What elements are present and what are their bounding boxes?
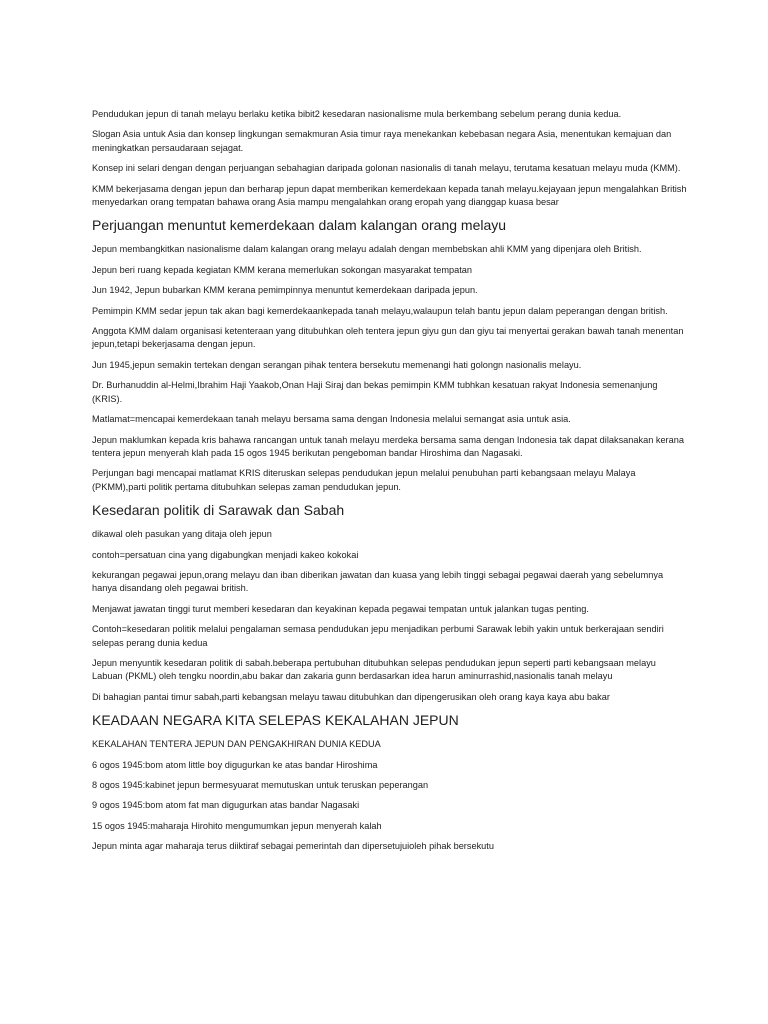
document-body <box>92 108 687 861</box>
section-heading: Kesedaran politik di Sarawak dan Sabah <box>92 502 345 519</box>
paragraph: Matlamat=mencapai kemerdekaan tanah melayu bersama sama dengan Indonesia melalui semangat asia untuk asia. <box>92 414 571 425</box>
paragraph: Jepun maklumkan kepada kris bahawa rancangan untuk tanah melayu merdeka bersama sama dengan Indonesia tak dapat dilaksanakan kerana tentera jepun menyerah klah pada 15 ogos 1945 berikutan pengeboman bandar Hiroshima dan Nagasaki. <box>92 434 684 458</box>
paragraph: Contoh=kesedaran politik melalui pengalaman semasa pendudukan jepu menjadikan perbumi Sarawak lebih yakin untuk berkerajaan sendiri selepas perang dunia kedua <box>92 624 664 648</box>
paragraph: Dr. Burhanuddin al-Helmi,Ibrahim Haji Yaakob,Onan Haji Siraj dan bekas pemimpin KMM tubhkan kesatuan rakyat Indonesia semenanjung (KRIS). <box>92 380 658 404</box>
paragraph: Di bahagian pantai timur sabah,parti kebangsan melayu tawau ditubuhkan dan dipengerusikan oleh orang kaya kaya abu bakar <box>92 691 610 702</box>
paragraph: Jepun minta agar maharaja terus diiktiraf sebagai pemerintah dan dipersetujuioleh pihak bersekutu <box>92 841 494 852</box>
paragraph: Konsep ini selari dengan dengan perjuangan sebahagian daripada golonan nasionalis di tanah melayu, terutama kesatuan melayu muda (KMM). <box>92 163 681 174</box>
paragraph: dikawal oleh pasukan yang ditaja oleh jepun <box>92 529 272 540</box>
paragraph: Jun 1942, Jepun bubarkan KMM kerana pemimpinnya menuntut kemerdekaan daripada jepun. <box>92 285 478 296</box>
paragraph: 8 ogos 1945:kabinet jepun bermesyuarat memutuskan untuk teruskan peperangan <box>92 780 429 790</box>
paragraph: Pemimpin KMM sedar jepun tak akan bagi kemerdekaankepada tanah melayu,walaupun telah bantu jepun dalam peperangan dengan british. <box>92 305 668 316</box>
paragraph: KMM bekerjasama dengan jepun dan berharap jepun dapat memberikan kemerdekaan kepada tanah melayu.kejayaan jepun mengalahkan British menyedarkan orang tempatan bahawa orang Asia mampu mengalahkan orang eropah yang dianggap kuasa besar <box>92 183 687 208</box>
paragraph: contoh=persatuan cina yang digabungkan menjadi kakeo kokokai <box>92 549 359 560</box>
paragraph: Jepun membangkitkan nasionalisme dalam kalangan orang melayu adalah dengan membebskan ahli KMM yang dipenjara oleh British. <box>92 244 642 255</box>
paragraph: Slogan Asia untuk Asia dan konsep lingkungan semakmuran Asia timur raya menekankan kebebasan negara Asia, menentukan kemajuan dan meningkatkan persaudaraan sejagat. <box>92 129 672 153</box>
paragraph: kekurangan pegawai jepun,orang melayu dan iban diberikan jawatan dan kuasa yang lebih tinggi sebagai pegawai daerah yang sebelumnya hanya disandang oleh pegawai british. <box>92 569 664 594</box>
paragraph: 9 ogos 1945:bom atom fat man digugurkan atas bandar Nagasaki <box>92 800 360 811</box>
section-heading: KEADAAN NEGARA KITA SELEPAS KEKALAHAN JEPUN <box>92 712 459 729</box>
paragraph: Anggota KMM dalam organisasi ketenteraan yang ditubuhkan oleh tentera jepun giyu gun dan giyu tai menyertai gerakan bawah tanah menentan jepun,tetapi bekerjasama dengan jepun. <box>92 326 684 350</box>
paragraph: 15 ogos 1945:maharaja Hirohito mengumumkan jepun menyerah kalah <box>92 820 382 831</box>
paragraph: 6 ogos 1945:bom atom little boy digugurkan ke atas bandar Hiroshima <box>92 759 378 770</box>
paragraph: Perjungan bagi mencapai matlamat KRIS diteruskan selepas pendudukan jepun melalui penubuhan parti kebangsaan melayu Malaya (PKMM),parti politik pertama ditubuhkan selepas zaman pendudukan jepun. <box>92 468 636 492</box>
paragraph: Jepun menyuntik kesedaran politik di sabah.beberapa pertubuhan ditubuhkan selepas pendudukan jepun seperti parti kebangsaan melayu Labuan (PKML) oleh tengku noordin,abu bakar dan zakaria gunn berdasarkan idea harun aminurrashid,nasionalis tanah melayu <box>92 657 656 682</box>
section-heading: Perjuangan menuntut kemerdekaan dalam kalangan orang melayu <box>92 217 507 234</box>
paragraph: KEKALAHAN TENTERA JEPUN DAN PENGAKHIRAN DUNIA KEDUA <box>92 739 381 750</box>
paragraph: Jun 1945,jepun semakin tertekan dengan serangan pihak tentera bersekutu memenangi hati golongn nasionalis melayu. <box>92 359 582 370</box>
paragraph: Jepun beri ruang kepada kegiatan KMM kerana memerlukan sokongan masyarakat tempatan <box>92 264 472 275</box>
paragraph: Menjawat jawatan tinggi turut memberi kesedaran dan keyakinan kepada pegawai tempatan untuk jalankan tugas penting. <box>92 603 589 614</box>
paragraph: Pendudukan jepun di tanah melayu berlaku ketika bibit2 kesedaran nasionalisme mula berkembang sebelum perang dunia kedua. <box>92 109 622 119</box>
